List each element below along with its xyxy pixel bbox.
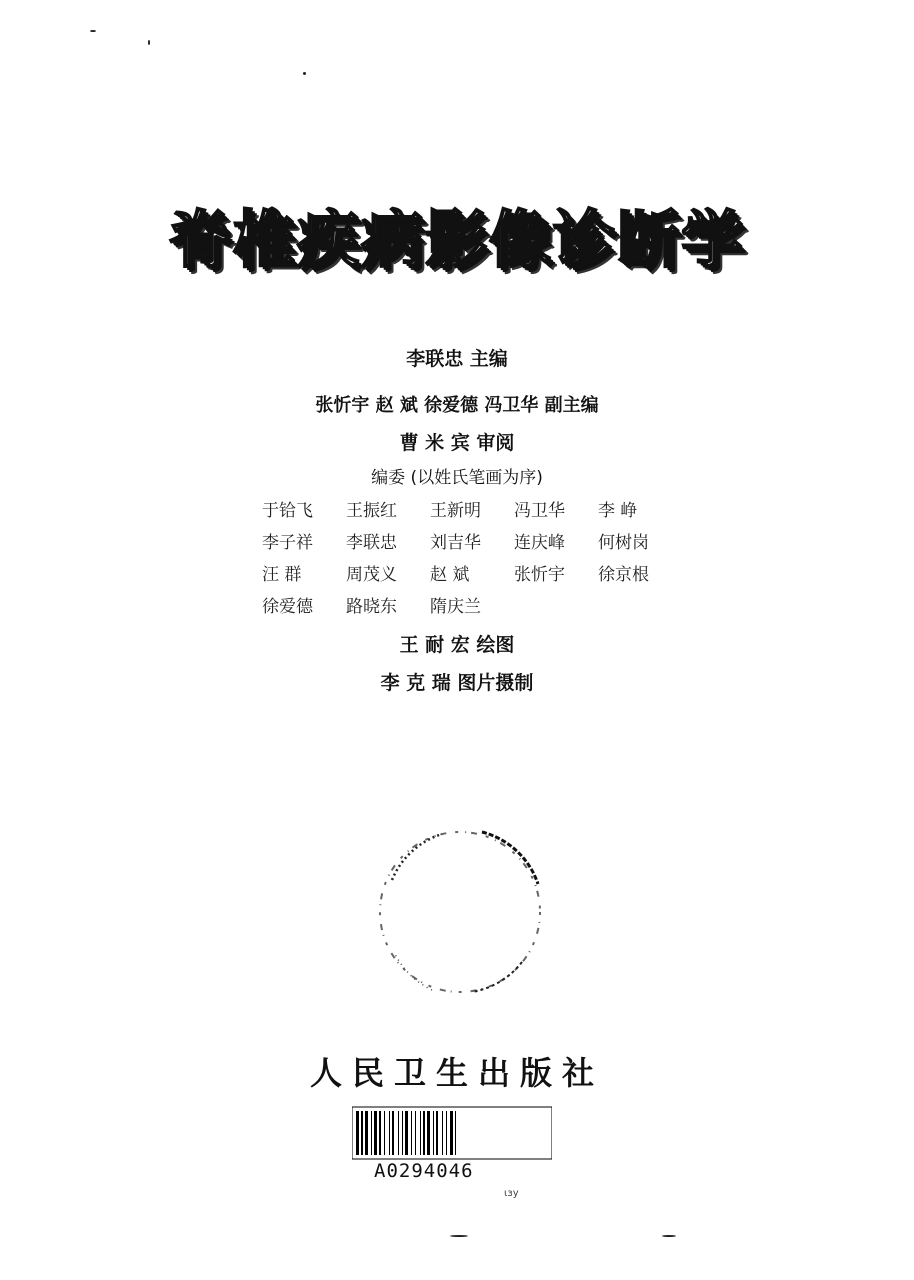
committee-member: 张忻宇	[514, 564, 565, 585]
committee-member: 李子祥	[262, 532, 313, 553]
scan-speck	[450, 1235, 468, 1237]
scan-speck	[90, 30, 96, 32]
deputy-editors-line: 张忻宇 赵 斌 徐爱德 冯卫华 副主编	[315, 395, 599, 416]
publisher-name: 人民卫生出版社	[309, 1054, 604, 1092]
book-title: 脊椎疾病影像诊断学	[168, 203, 745, 276]
library-stamp	[372, 822, 548, 1002]
illustrator-line: 王 耐 宏 绘图	[399, 634, 515, 656]
committee-row	[262, 556, 682, 588]
committee-member: 何树岗	[598, 532, 649, 553]
photographer-line: 李 克 瑞 图片摄制	[380, 672, 534, 694]
committee-member: 连庆峰	[514, 532, 565, 553]
committee-member: 徐京根	[598, 564, 649, 585]
scan-speck	[662, 1235, 676, 1237]
committee-row	[262, 524, 682, 556]
scan-speck	[148, 40, 150, 45]
committee-row	[262, 492, 682, 524]
committee-member: 路晓东	[346, 596, 397, 617]
barcode-number: A0294046	[374, 1160, 474, 1182]
committee-member: 赵 斌	[430, 564, 470, 585]
barcode-graphic	[352, 1105, 552, 1161]
committee-member: 于铪飞	[262, 500, 313, 521]
committee-member: 王振红	[346, 500, 397, 521]
committee-row	[262, 588, 682, 620]
committee-member: 刘吉华	[430, 532, 481, 553]
committee-heading: 编委 (以姓氏笔画为序)	[371, 468, 543, 488]
committee-member: 王新明	[430, 500, 481, 521]
scan-speck	[303, 72, 306, 75]
committee-member: 周茂义	[346, 564, 397, 585]
chief-editor-line: 李联忠 主编	[406, 348, 508, 370]
committee-member: 汪 群	[262, 564, 302, 585]
committee-member: 隋庆兰	[430, 596, 481, 617]
committee-member: 冯卫华	[514, 500, 565, 521]
committee-member: 徐爱德	[262, 596, 313, 617]
committee-list	[262, 492, 682, 620]
committee-member: 李 峥	[598, 500, 638, 521]
committee-member: 李联忠	[346, 532, 397, 553]
reviewer-line: 曹 米 宾 审阅	[399, 432, 515, 454]
page-mark: ιзу	[504, 1188, 519, 1199]
